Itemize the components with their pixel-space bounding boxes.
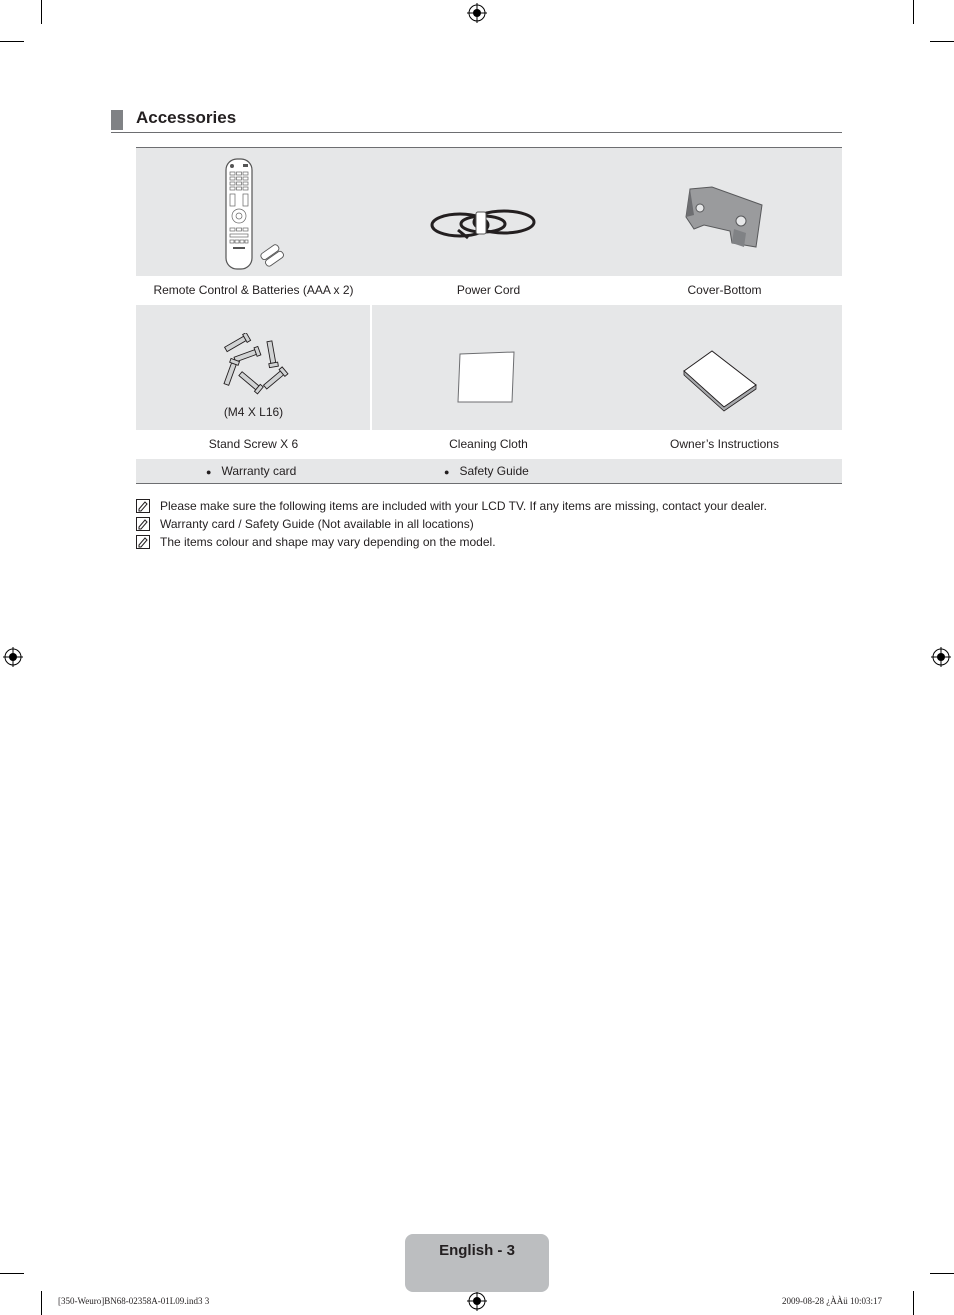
- screws-icon: [216, 333, 291, 397]
- crop-mark: [0, 41, 24, 42]
- crop-mark: [930, 1273, 954, 1274]
- note: [136, 499, 842, 515]
- extra-item: [444, 464, 529, 478]
- registration-mark-icon: [931, 647, 951, 667]
- crop-mark: [913, 0, 914, 24]
- table-bottom-rule: [136, 483, 842, 484]
- crop-mark: [913, 1291, 914, 1315]
- file-info: [350-Weuro]BN68-02358A-01L09.ind3 3: [58, 1296, 210, 1306]
- crop-mark: [0, 1273, 24, 1274]
- image-row: [136, 148, 842, 276]
- extra-label: Warranty card: [221, 464, 297, 478]
- page-number-tab: [405, 1234, 549, 1292]
- bullet-icon: ●: [444, 467, 450, 477]
- extra-item: [206, 464, 296, 478]
- image-row: [136, 305, 842, 430]
- item-label: Stand Screw X 6: [208, 437, 299, 451]
- page-label: English - 3: [439, 1242, 515, 1259]
- note-text: Please make sure the following items are included with your LCD TV. If any items are missing, contact your dealer.: [160, 499, 767, 513]
- note-icon: [136, 517, 150, 531]
- label-row: [136, 430, 842, 459]
- section-title: Accessories: [136, 108, 237, 127]
- section-marker: [111, 110, 123, 130]
- bullet-icon: ●: [206, 467, 212, 477]
- cover-bottom-icon: [684, 185, 764, 251]
- item-label: Cleaning Cloth: [449, 437, 528, 451]
- crop-mark: [930, 41, 954, 42]
- note-text: The items colour and shape may vary depending on the model.: [160, 535, 496, 549]
- crop-mark: [41, 0, 42, 24]
- power-cord-icon: [428, 200, 540, 246]
- note: [136, 517, 842, 533]
- note-text: Warranty card / Safety Guide (Not available in all locations): [160, 517, 474, 531]
- date-info: 2009-08-28 ¿ÀÀü 10:03:17: [782, 1296, 882, 1306]
- manual-icon: [682, 347, 758, 413]
- item-label: Power Cord: [456, 283, 521, 297]
- crop-mark: [41, 1291, 42, 1315]
- label-row: [136, 276, 842, 305]
- section-header: [111, 108, 842, 133]
- accessories-table: [136, 147, 842, 484]
- item-label: Remote Control & Batteries (AAA x 2): [153, 283, 354, 297]
- note: [136, 535, 842, 551]
- screw-size-caption: (M4 X L16): [223, 405, 284, 419]
- item-label: Owner’s Instructions: [670, 437, 779, 451]
- cleaning-cloth-icon: [456, 350, 518, 406]
- note-icon: [136, 499, 150, 513]
- registration-mark-icon: [3, 647, 23, 667]
- note-icon: [136, 535, 150, 549]
- item-label: Cover-Bottom: [687, 283, 762, 297]
- registration-mark-icon: [467, 1291, 487, 1311]
- remote-control-icon: [216, 156, 291, 272]
- extra-label: Safety Guide: [459, 464, 529, 478]
- extras-row: [136, 459, 842, 483]
- registration-mark-icon: [467, 3, 487, 23]
